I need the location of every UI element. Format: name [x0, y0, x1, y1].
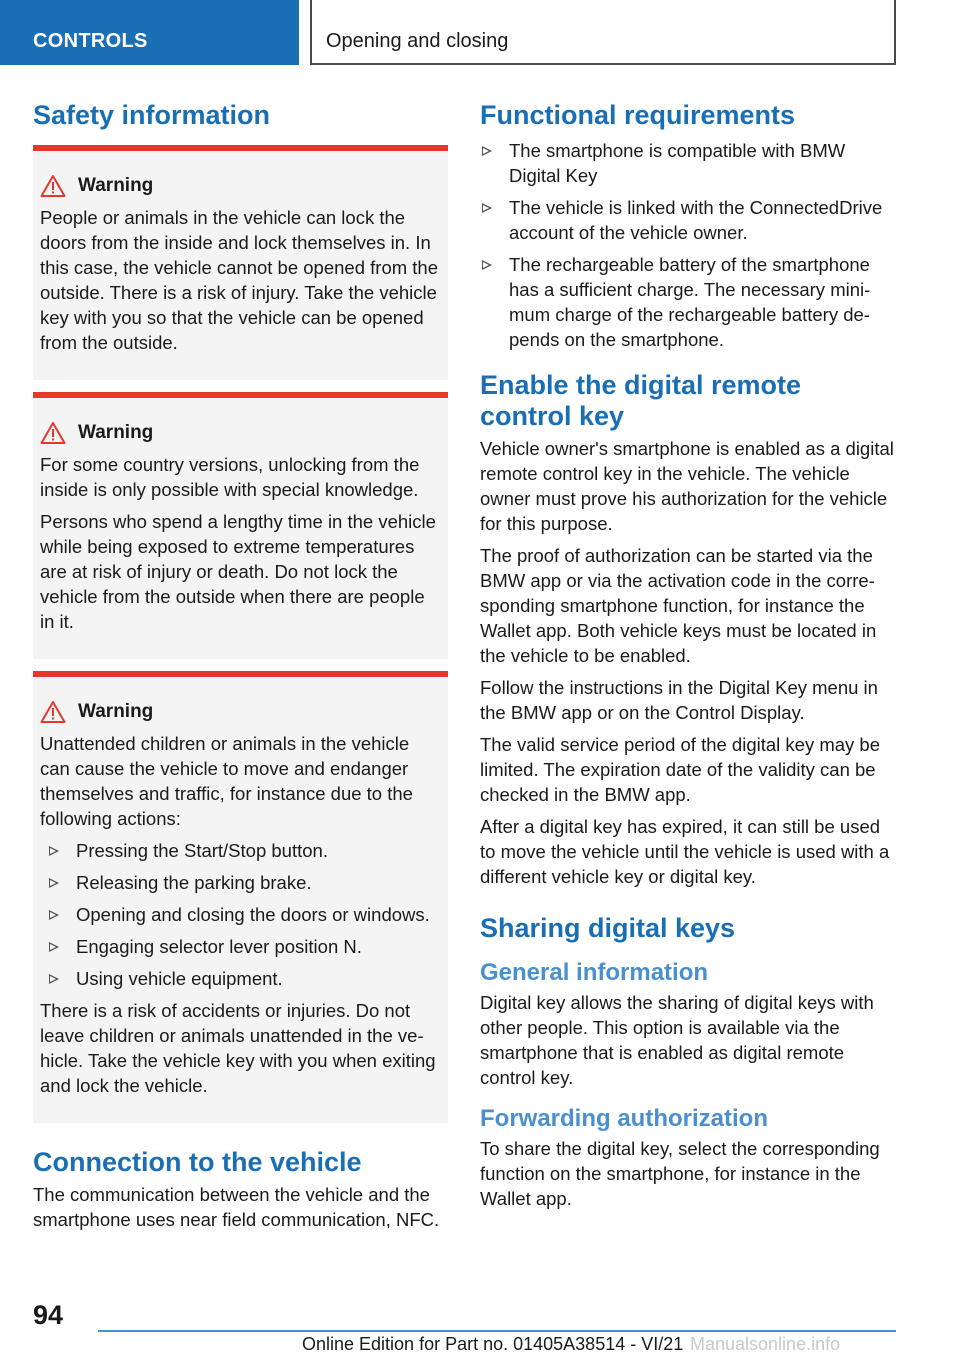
warning-text: There is a risk of accidents or injuries. Do not leave children or animals unattended in the vehicle. Take the vehicle key with you when exiting and lock the vehicle. — [40, 1000, 436, 1096]
left-column — [33, 100, 448, 1232]
enable-text: The proof of authorization can be started via the BMW app or via the activation code in the corresponding smartphone function, for instance the Wallet app. Both vehicle keys must be located in the vehicle to be enabled. — [480, 545, 877, 666]
general-subheading: General information — [480, 959, 709, 986]
warning-title: Warning — [78, 422, 154, 443]
enable-heading: Enable the digital remote control key — [480, 370, 802, 431]
chapter-tab — [310, 0, 896, 65]
requirements-list — [480, 138, 896, 352]
list-item: Engaging selector lever position N. — [40, 934, 441, 959]
functional-heading: Functional requirements — [480, 100, 796, 130]
warning-title: Warning — [78, 175, 154, 196]
warning-text: Unattended children or animals in the vehicle can cause the vehicle to move and endanger themselves and traffic, for instance due to the following actions: — [40, 733, 413, 829]
list-item: The smartphone is compatible with BMW Digital Key — [480, 138, 896, 188]
right-column — [480, 100, 896, 1211]
forward-subheading: Forwarding authorization — [480, 1105, 768, 1132]
warning-box — [33, 145, 448, 380]
enable-text: Follow the instructions in the Digital Key menu in the BMW app or on the Control Display. — [480, 677, 878, 723]
page-number: 94 — [33, 1300, 64, 1330]
safety-heading: Safety information — [33, 100, 271, 130]
warning-text: For some country versions, unlocking from the inside is only possible with special knowledge. — [40, 454, 420, 500]
triangle-bullet-icon — [49, 878, 59, 888]
list-item: Pressing the Start/Stop button. — [40, 838, 441, 863]
action-list — [40, 838, 441, 991]
warning-title: Warning — [78, 701, 154, 722]
warning-triangle-icon — [40, 700, 66, 724]
enable-text: The valid service period of the digital key may be limited. The expiration date of the validity can be checked in the BMW app. — [480, 734, 881, 805]
list-item: The rechargeable battery of the smartphone has a sufficient charge. The necessary minimum charge of the rechargeable battery depends on the smartphone. — [480, 252, 896, 352]
warning-box — [33, 392, 448, 659]
list-item: The vehicle is linked with the ConnectedDrive account of the vehicle owner. — [480, 195, 896, 245]
connection-heading: Connection to the vehicle — [33, 1147, 362, 1177]
triangle-bullet-icon — [49, 974, 59, 984]
sharing-heading: Sharing digital keys — [480, 913, 736, 943]
watermark: Manualsonline.info — [690, 1334, 841, 1354]
warning-text: Persons who spend a lengthy time in the vehicle while being exposed to extreme temperatures are at risk of injury or death. Do not lock the vehicle from the outside when there are people in it. — [40, 511, 436, 632]
section-label: CONTROLS — [33, 30, 148, 52]
triangle-bullet-icon — [482, 203, 492, 213]
warning-text: People or animals in the vehicle can lock the doors from the inside and lock themselves in. In this case, the vehicle cannot be opened from the outside. There is a risk of injury. Take the vehicle key with you so that the vehicle can be opened from the outside. — [40, 207, 439, 353]
chapter-label: Opening and closing — [326, 30, 509, 52]
section-tab — [0, 0, 299, 65]
list-item: Releasing the parking brake. — [40, 870, 441, 895]
triangle-bullet-icon — [49, 910, 59, 920]
triangle-bullet-icon — [49, 942, 59, 952]
enable-text: After a digital key has expired, it can still be used to move the vehicle until the vehicle is used with a different vehicle key or digital key. — [480, 816, 890, 887]
enable-text: Vehicle owner's smartphone is enabled as a digital remote control key in the vehicle. The vehicle owner must prove his authorization for the vehicle for this purpose. — [480, 438, 894, 534]
forward-text: To share the digital key, select the corresponding function on the smartphone, for instance in the Wallet app. — [480, 1138, 880, 1209]
connection-text: The communication between the vehicle and the smartphone uses near field communication, NFC. — [33, 1184, 440, 1230]
warning-triangle-icon — [40, 174, 66, 198]
footer-divider — [98, 1330, 896, 1332]
triangle-bullet-icon — [49, 846, 59, 856]
triangle-bullet-icon — [482, 260, 492, 270]
list-item: Using vehicle equipment. — [40, 966, 441, 991]
triangle-bullet-icon — [482, 146, 492, 156]
warning-triangle-icon — [40, 421, 66, 445]
list-item: Opening and closing the doors or windows. — [40, 902, 441, 927]
edition-text: Online Edition for Part no. 01405A38514 - VI/21 — [302, 1334, 684, 1354]
general-text: Digital key allows the sharing of digital keys with other people. This option is available via the smartphone that is enabled as digital remote control key. — [480, 992, 874, 1088]
warning-box — [33, 671, 448, 1123]
